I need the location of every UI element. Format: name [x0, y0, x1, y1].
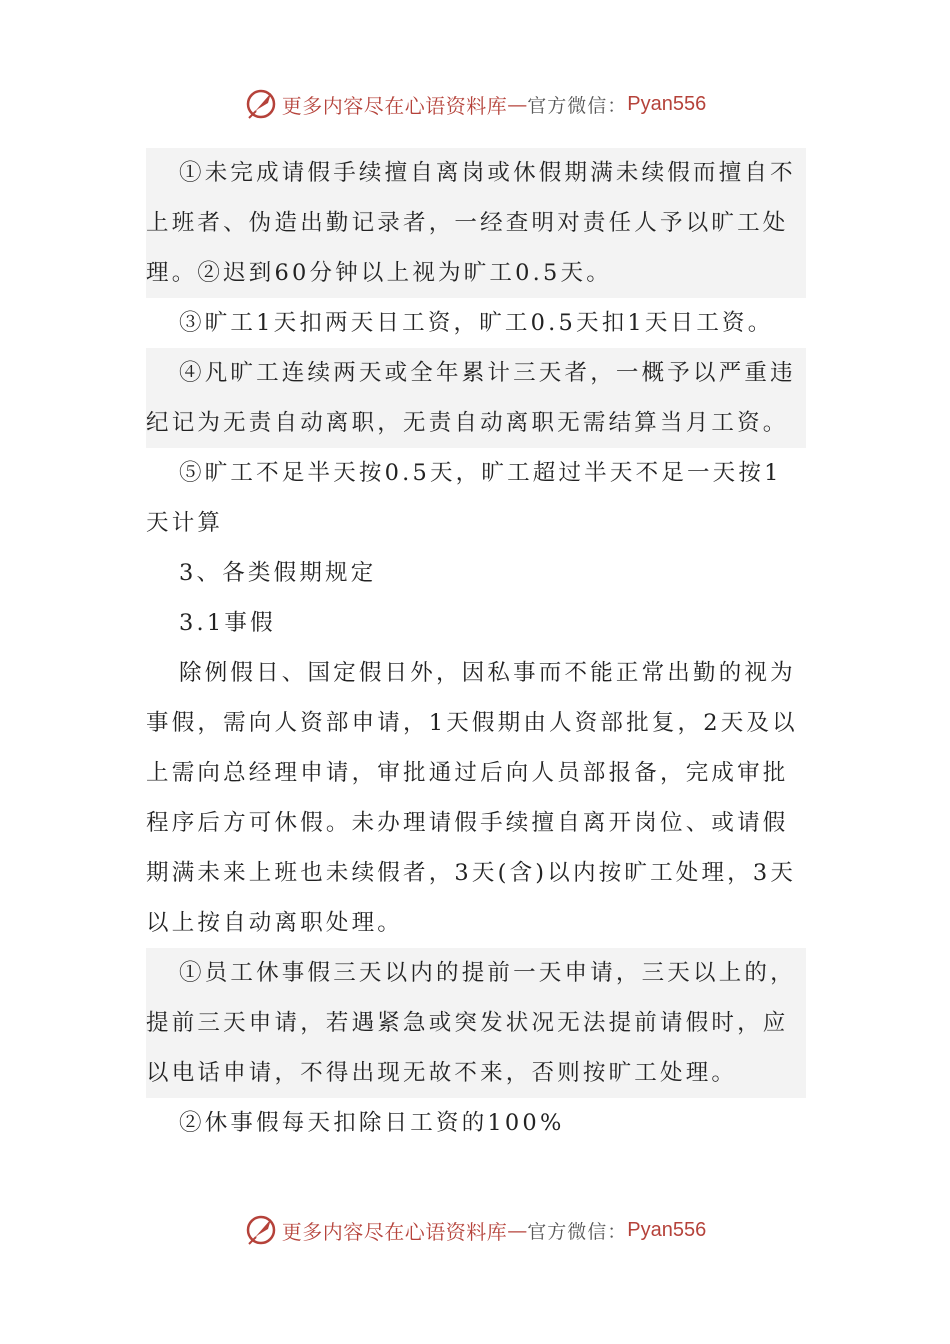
watermark-brand: 更多内容尽在心语资料库 [281, 1219, 508, 1244]
paragraph-absence-rule-3: ③旷工1天扣两天日工资，旷工0.5天扣1天日工资。 [179, 310, 774, 336]
section-heading-leave-rules: 3、各类假期规定 [179, 560, 377, 586]
paragraph-personal-leave-rule-1: ①员工休事假三天以内的提前一天申请，三天以上的，提前三天申请，若遇紧急或突发状况无法提前请假时，应以电话申请，不得出现无故不来，否则按旷工处理。 [146, 948, 806, 1098]
document-body [146, 148, 806, 1148]
subsection-heading-personal-leave: 3.1事假 [179, 610, 276, 636]
quill-logo-icon [244, 87, 278, 121]
footer-watermark [0, 1210, 950, 1250]
watermark-wechat-id: Pyan556 [627, 1218, 707, 1241]
paragraph-absence-rule-4: ④凡旷工连续两天或全年累计三天者，一概予以严重违纪记为无责自动离职，无责自动离职无需结算当月工资。 [146, 348, 806, 448]
header-watermark [0, 84, 950, 124]
watermark-brand: 更多内容尽在心语资料库 [281, 93, 508, 118]
watermark-dash: — [507, 92, 528, 116]
watermark-label: 官方微信： [527, 1220, 628, 1243]
watermark-label: 官方微信： [527, 94, 628, 117]
paragraph-personal-leave: 除例假日、国定假日外，因私事而不能正常出勤的视为事假，需向人资部申请，1天假期由人资部批复，2天及以上需向总经理申请，审批通过后向人员部报备，完成审批程序后方可休假。未办理请假手续擅自离开岗位、或请假期满未来上班也未续假者，3天(含)以内按旷工处理，3天以上按自动离职处理。 [146, 660, 798, 936]
paragraph-absence-rule-1: ①未完成请假手续擅自离岗或休假期满未续假而擅自不上班者、伪造出勤记录者，一经查明对责任人予以旷工处理。②迟到60分钟以上视为旷工0.5天。 [146, 148, 806, 298]
watermark-dash: — [507, 1218, 528, 1242]
watermark-wechat-id: Pyan556 [627, 92, 707, 115]
quill-logo-icon [244, 1213, 278, 1247]
paragraph-absence-rule-5: ⑤旷工不足半天按0.5天，旷工超过半天不足一天按1天计算 [146, 460, 782, 536]
paragraph-personal-leave-rule-2: ②休事假每天扣除日工资的100% [179, 1110, 565, 1136]
